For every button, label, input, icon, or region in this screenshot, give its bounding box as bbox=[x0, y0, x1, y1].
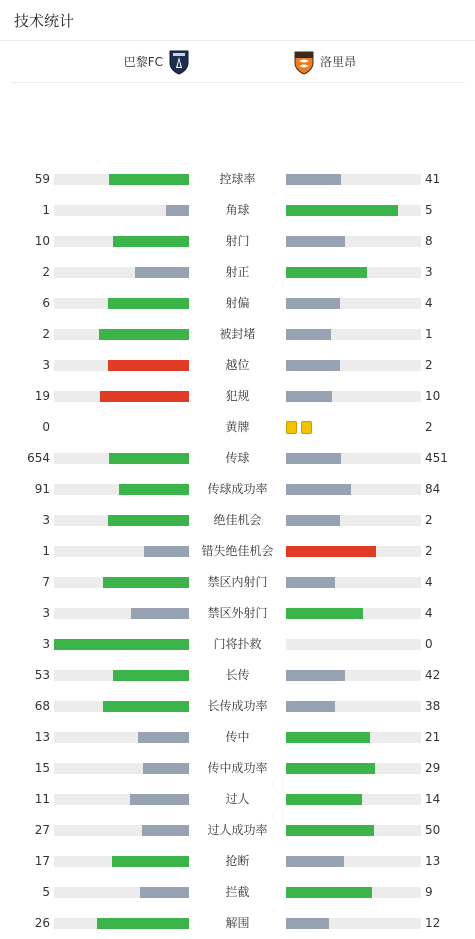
away-stat-value: 42 bbox=[425, 668, 441, 682]
away-stat-bar-fill bbox=[286, 670, 345, 681]
yellow-card-icon bbox=[286, 421, 297, 434]
stat-row bbox=[0, 815, 475, 846]
home-stat-value: 68 bbox=[34, 699, 50, 713]
team-header-row bbox=[10, 41, 465, 83]
home-stat-bar-fill bbox=[119, 484, 189, 495]
away-stat-bar bbox=[286, 298, 421, 309]
away-stat-bar-fill bbox=[286, 515, 340, 526]
away-stat-bar bbox=[286, 174, 421, 185]
home-stat-bar bbox=[54, 205, 189, 216]
stat-label: 长传成功率 bbox=[207, 699, 268, 713]
stat-row bbox=[0, 257, 475, 288]
home-stat-bar bbox=[54, 577, 189, 588]
stat-label: 拦截 bbox=[225, 885, 250, 899]
home-stat-bar-fill bbox=[108, 360, 189, 371]
home-stat-value: 3 bbox=[42, 358, 50, 372]
away-stat-bar bbox=[286, 670, 421, 681]
stat-label: 传球成功率 bbox=[207, 482, 268, 496]
away-stat-bar-fill bbox=[286, 174, 341, 185]
home-stat-bar bbox=[54, 391, 189, 402]
away-stat-value: 4 bbox=[425, 296, 433, 310]
home-stat-bar-fill bbox=[144, 546, 189, 557]
home-stat-value: 3 bbox=[42, 606, 50, 620]
stats-header bbox=[0, 0, 475, 41]
away-stat-bar bbox=[286, 794, 421, 805]
stat-row bbox=[0, 226, 475, 257]
stat-row bbox=[0, 722, 475, 753]
away-stat-bar bbox=[286, 763, 421, 774]
home-stat-bar bbox=[54, 701, 189, 712]
away-stat-value: 8 bbox=[425, 234, 433, 248]
home-stat-bar-fill bbox=[138, 732, 189, 743]
away-stat-value: 2 bbox=[425, 513, 433, 527]
away-stat-value: 10 bbox=[425, 389, 441, 403]
away-stat-bar-fill bbox=[286, 608, 363, 619]
home-stat-value: 1 bbox=[42, 203, 50, 217]
away-stat-bar-fill bbox=[286, 825, 374, 836]
stat-row bbox=[0, 877, 475, 908]
away-stat-bar-fill bbox=[286, 794, 362, 805]
away-stat-value: 14 bbox=[425, 792, 441, 806]
stat-label: 错失绝佳机会 bbox=[201, 544, 274, 558]
home-stat-value: 654 bbox=[27, 451, 50, 465]
stat-label: 禁区外射门 bbox=[207, 606, 268, 620]
lorient-crest-icon bbox=[293, 49, 315, 75]
home-stat-value: 15 bbox=[34, 761, 50, 775]
stat-row bbox=[0, 350, 475, 381]
away-stat-bar-fill bbox=[286, 298, 340, 309]
away-stat-bar-fill bbox=[286, 267, 367, 278]
page-title: 技术统计 bbox=[14, 12, 75, 30]
away-stat-value: 3 bbox=[425, 265, 433, 279]
home-stat-value: 11 bbox=[34, 792, 50, 806]
home-stat-value: 5 bbox=[42, 885, 50, 899]
home-stat-bar bbox=[54, 918, 189, 929]
away-stat-bar-fill bbox=[286, 236, 345, 247]
home-stat-bar bbox=[54, 794, 189, 805]
away-stat-value: 4 bbox=[425, 575, 433, 589]
home-stat-bar-fill bbox=[143, 763, 189, 774]
stat-label: 解围 bbox=[225, 916, 250, 930]
home-team-name: 巴黎FC bbox=[123, 55, 163, 69]
away-stat-bar-fill bbox=[286, 763, 375, 774]
away-stat-value: 38 bbox=[425, 699, 441, 713]
away-stat-bar bbox=[286, 577, 421, 588]
away-stat-bar bbox=[286, 453, 421, 464]
away-stat-bar-fill bbox=[286, 329, 331, 340]
home-stat-bar bbox=[54, 763, 189, 774]
home-stat-bar bbox=[54, 608, 189, 619]
home-stat-bar bbox=[54, 825, 189, 836]
stat-row bbox=[0, 412, 475, 443]
home-stat-value: 10 bbox=[34, 234, 50, 248]
home-stat-value: 27 bbox=[34, 823, 50, 837]
home-stat-value: 2 bbox=[42, 265, 50, 279]
stat-label: 传中成功率 bbox=[207, 761, 268, 775]
home-stat-bar-fill bbox=[100, 391, 189, 402]
stat-label: 被封堵 bbox=[219, 327, 256, 341]
away-stat-bar bbox=[286, 732, 421, 743]
home-stat-bar-fill bbox=[108, 298, 189, 309]
home-stat-value: 3 bbox=[42, 637, 50, 651]
away-stat-value: 5 bbox=[425, 203, 433, 217]
stat-label: 过人 bbox=[225, 792, 250, 806]
home-stat-value: 17 bbox=[34, 854, 50, 868]
away-stat-value: 2 bbox=[425, 358, 433, 372]
stat-label: 射门 bbox=[225, 234, 250, 248]
home-stat-bar-fill bbox=[166, 205, 189, 216]
away-stat-bar-fill bbox=[286, 732, 370, 743]
home-stat-bar bbox=[54, 298, 189, 309]
stat-label: 禁区内射门 bbox=[207, 575, 268, 589]
home-stat-value: 13 bbox=[34, 730, 50, 744]
home-stat-bar bbox=[54, 267, 189, 278]
away-stat-bar bbox=[286, 825, 421, 836]
away-stat-bar bbox=[286, 608, 421, 619]
home-stat-bar-fill bbox=[54, 639, 189, 650]
stat-label: 角球 bbox=[225, 203, 250, 217]
stat-label: 抢断 bbox=[225, 854, 250, 868]
away-team[interactable] bbox=[293, 41, 356, 82]
home-stat-bar-fill bbox=[103, 577, 189, 588]
home-stat-value: 6 bbox=[42, 296, 50, 310]
home-stat-bar-fill bbox=[113, 670, 189, 681]
away-stat-bar bbox=[286, 360, 421, 371]
home-stat-bar bbox=[54, 639, 189, 650]
home-stat-bar-fill bbox=[131, 608, 189, 619]
home-stat-value: 26 bbox=[34, 916, 50, 930]
away-stat-value: 1 bbox=[425, 327, 433, 341]
home-stat-bar bbox=[54, 887, 189, 898]
away-stat-bar-fill bbox=[286, 391, 332, 402]
home-stat-value: 59 bbox=[34, 172, 50, 186]
stat-label: 射正 bbox=[225, 265, 250, 279]
away-stat-bar bbox=[286, 515, 421, 526]
stat-row bbox=[0, 474, 475, 505]
away-stat-bar-fill bbox=[286, 546, 376, 557]
stat-label: 射偏 bbox=[225, 296, 250, 310]
away-stat-bar bbox=[286, 329, 421, 340]
stat-row bbox=[0, 691, 475, 722]
away-stat-value: 9 bbox=[425, 885, 433, 899]
stat-row bbox=[0, 381, 475, 412]
away-stat-value: 4 bbox=[425, 606, 433, 620]
away-stat-bar bbox=[286, 236, 421, 247]
away-stat-value: 0 bbox=[425, 637, 433, 651]
away-stat-value: 2 bbox=[425, 544, 433, 558]
home-stat-bar-fill bbox=[99, 329, 189, 340]
home-stat-bar-fill bbox=[130, 794, 189, 805]
home-stat-value: 19 bbox=[34, 389, 50, 403]
away-stat-bar-fill bbox=[286, 205, 398, 216]
away-stat-bar bbox=[286, 205, 421, 216]
home-stat-value: 53 bbox=[34, 668, 50, 682]
home-stat-bar-fill bbox=[112, 856, 189, 867]
stat-label: 控球率 bbox=[219, 172, 256, 186]
stat-label: 门将扑救 bbox=[213, 637, 262, 651]
home-stat-bar bbox=[54, 732, 189, 743]
away-stat-bar-fill bbox=[286, 453, 341, 464]
stat-label: 传中 bbox=[225, 730, 250, 744]
home-stat-bar bbox=[54, 360, 189, 371]
stat-row bbox=[0, 288, 475, 319]
away-stat-value: 29 bbox=[425, 761, 441, 775]
stat-row bbox=[0, 753, 475, 784]
stat-row bbox=[0, 660, 475, 691]
stat-label: 越位 bbox=[225, 358, 250, 372]
stat-row bbox=[0, 505, 475, 536]
home-stat-bar bbox=[54, 515, 189, 526]
away-stat-value: 84 bbox=[425, 482, 441, 496]
stat-row bbox=[0, 846, 475, 877]
stat-label: 绝佳机会 bbox=[213, 513, 262, 527]
home-stat-bar-fill bbox=[108, 515, 189, 526]
stat-row bbox=[0, 195, 475, 226]
stat-row bbox=[0, 443, 475, 474]
stat-row bbox=[0, 629, 475, 660]
away-stat-value: 21 bbox=[425, 730, 441, 744]
stat-label: 黄牌 bbox=[225, 420, 250, 434]
away-stat-bar bbox=[286, 391, 421, 402]
stat-row bbox=[0, 598, 475, 629]
away-stat-value: 12 bbox=[425, 916, 441, 930]
stat-label: 传球 bbox=[225, 451, 250, 465]
home-stat-bar bbox=[54, 174, 189, 185]
stat-row bbox=[0, 536, 475, 567]
home-stat-bar-fill bbox=[103, 701, 189, 712]
home-stat-bar-fill bbox=[109, 453, 189, 464]
stat-row bbox=[0, 908, 475, 939]
paris-fc-crest-icon bbox=[168, 49, 190, 75]
home-stat-bar bbox=[54, 546, 189, 557]
home-stat-bar bbox=[54, 329, 189, 340]
home-stat-bar-fill bbox=[140, 887, 189, 898]
away-stat-bar bbox=[286, 546, 421, 557]
home-team[interactable] bbox=[124, 41, 190, 82]
away-team-name: 洛里昂 bbox=[320, 55, 357, 69]
away-stat-bar-fill bbox=[286, 701, 335, 712]
yellow-card-icon bbox=[301, 421, 312, 434]
home-stat-bar-fill bbox=[142, 825, 189, 836]
stat-row bbox=[0, 319, 475, 350]
away-stat-value: 41 bbox=[425, 172, 441, 186]
home-stat-bar bbox=[54, 670, 189, 681]
away-stat-bar-fill bbox=[286, 918, 329, 929]
home-stat-bar-fill bbox=[109, 174, 189, 185]
home-stat-value: 3 bbox=[42, 513, 50, 527]
home-stat-value: 91 bbox=[34, 482, 50, 496]
stat-row bbox=[0, 784, 475, 815]
away-stat-value: 13 bbox=[425, 854, 441, 868]
home-stat-value: 2 bbox=[42, 327, 50, 341]
away-stat-bar bbox=[286, 639, 421, 650]
away-stat-bar-fill bbox=[286, 484, 351, 495]
away-stat-bar-fill bbox=[286, 360, 340, 371]
stat-label: 过人成功率 bbox=[207, 823, 268, 837]
away-stat-bar bbox=[286, 701, 421, 712]
stat-row bbox=[0, 164, 475, 195]
home-stat-value: 7 bbox=[42, 575, 50, 589]
stat-row bbox=[0, 567, 475, 598]
away-stat-bar-fill bbox=[286, 856, 344, 867]
home-stat-bar-fill bbox=[113, 236, 189, 247]
home-stat-value: 1 bbox=[42, 544, 50, 558]
away-stat-value: 50 bbox=[425, 823, 441, 837]
away-stat-value: 451 bbox=[425, 451, 448, 465]
home-stat-bar bbox=[54, 484, 189, 495]
home-stat-bar-fill bbox=[97, 918, 189, 929]
away-stat-bar-fill bbox=[286, 577, 335, 588]
away-stat-value: 2 bbox=[425, 420, 433, 434]
home-stat-bar bbox=[54, 453, 189, 464]
away-stat-bar-fill bbox=[286, 887, 372, 898]
home-stat-bar-fill bbox=[135, 267, 189, 278]
away-stat-bar bbox=[286, 856, 421, 867]
away-stat-bar bbox=[286, 887, 421, 898]
away-stat-bar bbox=[286, 484, 421, 495]
home-stat-value: 0 bbox=[42, 420, 50, 434]
home-stat-bar bbox=[54, 856, 189, 867]
home-stat-bar bbox=[54, 236, 189, 247]
stat-label: 长传 bbox=[225, 668, 250, 682]
stat-label: 犯规 bbox=[225, 389, 250, 403]
away-stat-bar bbox=[286, 267, 421, 278]
away-stat-bar bbox=[286, 918, 421, 929]
away-yellow-cards bbox=[286, 421, 312, 434]
